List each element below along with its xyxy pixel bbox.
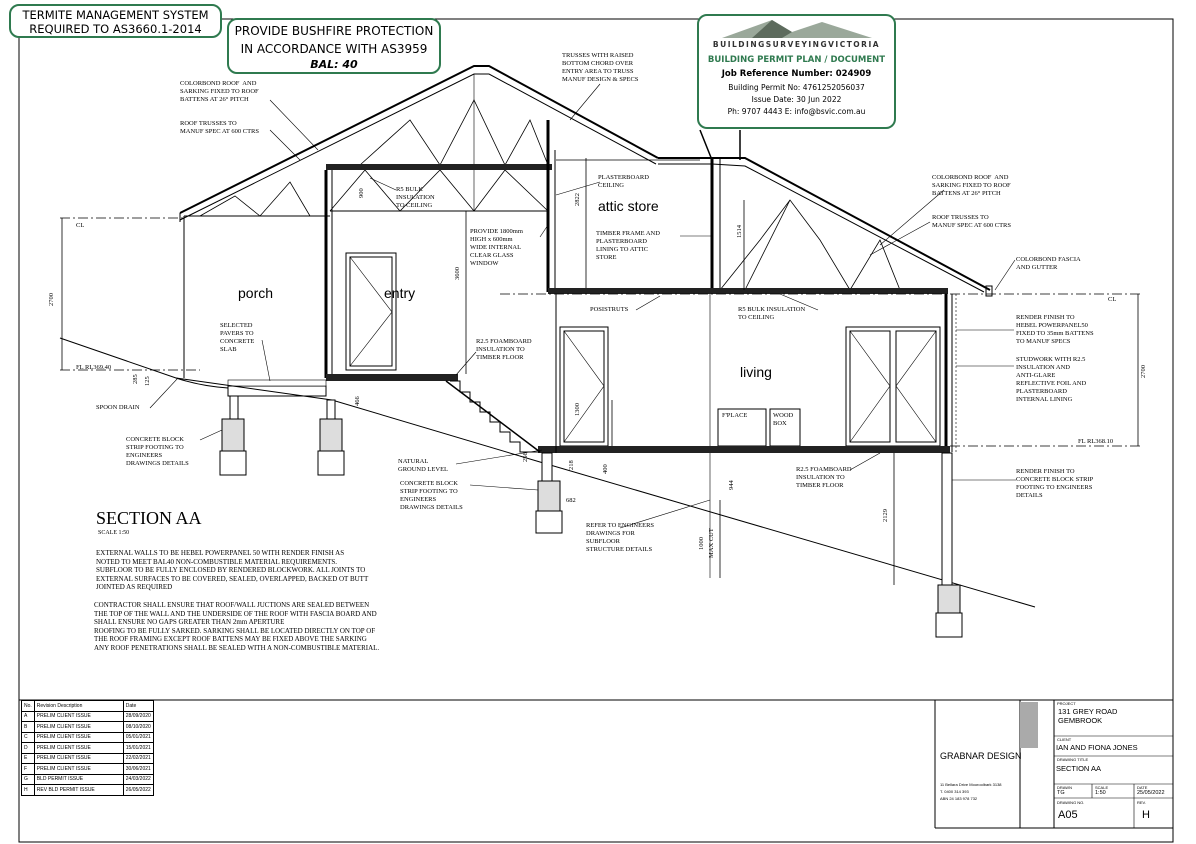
rev-label: REV. [1137,800,1146,805]
dim-900: 900 [358,188,365,198]
dim-2700-left: 2700 [48,293,55,306]
level-fl-left: FL RL369.40 [76,364,112,371]
scale-label: SCALE [1095,785,1109,790]
revision-description: PRELIM CLIENT ISSUE [34,753,123,764]
section-title: SECTION AA [96,508,202,528]
spec-note-line: EXTERNAL SURFACES TO BE COVERED, SEALED, OVERLAPPED, BACKED OT BUTT [96,574,369,583]
revision-row [22,743,154,754]
note-window: PROVIDE 1800mm HIGH x 600mm WIDE INTERNAL CLEAR GLASS WINDOW [470,228,523,267]
dim-3600: 3600 [454,267,461,280]
designer-phone: T. 0400 314 393 [940,789,969,794]
note-foamboard-right: R2.5 FOAMBOARD INSULATION TO TIMBER FLOOR [796,466,852,489]
revision-row [22,785,154,796]
drawing-title: SECTION AA [1056,764,1102,773]
dim-1300: 1300 [574,403,581,416]
dim-2129: 2129 [882,509,889,522]
bushfire-line2: IN ACCORDANCE WITH AS3959 [240,42,428,56]
dim-256: 256 [522,452,529,462]
contractor-note-line: ROOFING TO BE FULLY SARKED. SARKING SHALL BE LOCATED DIRECTLY ON TOP OF [94,626,376,635]
leader-lines [150,84,1016,528]
note-footing-left: CONCRETE BLOCK STRIP FOOTING TO ENGINEERS DRAWINGS DETAILS [126,436,189,467]
revision-no: H [22,785,35,796]
note-trusses-top: TRUSSES WITH RAISED BOTTOM CHORD OVER ENTRY AREA TO TRUSS MANUF DESIGN & SPECS [562,52,639,83]
note-spoon-drain: SPOON DRAIN [96,404,140,411]
permit-contact: Ph: 9707 4443 E: info@bsvic.com.au [727,107,866,116]
revision-table [21,700,154,796]
note-foamboard-left: R2.5 FOAMBOARD INSULATION TO TIMBER FLOOR [476,338,532,361]
revision-row [22,732,154,743]
dim-944: 944 [728,480,735,490]
project-line2: GEMBROOK [1058,716,1103,725]
revision-description: PRELIM CLIENT ISSUE [34,743,123,754]
dim-125: 125 [144,376,151,386]
date-value: 25/05/2022 [1137,790,1165,796]
bushfire-line1: PROVIDE BUSHFIRE PROTECTION [234,24,434,38]
dim-1000: 1000 [698,537,705,550]
contractor-note-line: ANY ROOF PENETRATIONS SHALL BE SEALED WITH A NON-COMBUSTIBLE MATERIAL. [94,643,380,652]
revision-no: B [22,722,35,733]
rev-col-date: Date [123,701,153,712]
revision-description: PRELIM CLIENT ISSUE [34,764,123,775]
revision-date: 26/05/2022 [123,785,153,796]
designer-address: 11 Bellara Drive Mooroolbark 3138 [940,782,1002,787]
note-max-cut: MAX CUT [708,528,715,558]
permit-title: BUILDING PERMIT PLAN / DOCUMENT [707,55,886,65]
designer-name: GRABNAR DESIGN [940,751,1022,761]
scale-value: 1:50 [1095,790,1106,796]
spec-notes [96,549,368,592]
dim-466: 466 [354,396,361,406]
termite-line1: TERMITE MANAGEMENT SYSTEM [22,8,209,22]
note-studwork: STUDWORK WITH R2.5 INSULATION AND ANTI-GLARE REFLECTIVE FOIL AND PLASTERBOARD INTERNAL LINING [1016,356,1087,403]
level-fl-right: FL RL368.10 [1078,438,1114,445]
note-plasterboard-ceiling: PLASTERBOARD CEILING [598,174,649,189]
floors [326,374,950,453]
contractor-note-line: THE TOP OF THE WALL AND THE UNDERSIDE OF THE ROOF WITH FASCIA BOARD AND [94,609,377,618]
note-r5-bulk-right: R5 BULK INSULATION TO CEILING [738,306,806,321]
entry-door [346,253,396,370]
revision-no: D [22,743,35,754]
client-label: CLIENT [1057,737,1072,742]
revision-date: 22/02/2021 [123,753,153,764]
note-roof-left: COLORBOND ROOF AND SARKING FIXED TO ROOF BATTENS AT 26° PITCH [180,80,259,103]
dim-2822: 2822 [574,193,581,206]
note-r5-bulk-left: R5 BULK INSULATION TO CEILING [396,186,435,209]
revision-description: PRELIM CLIENT ISSUE [34,722,123,733]
drawn-value: TG [1057,790,1065,796]
revision-description: REV BLD PERMIT ISSUE [34,785,123,796]
section-scale: SCALE 1:50 [98,530,130,536]
note-woodbox: WOOD BOX [773,412,794,427]
revision-date: 24/03/2022 [123,774,153,785]
revision-row [22,764,154,775]
termite-stamp [9,4,222,38]
revision-description: BLD PERMIT ISSUE [34,774,123,785]
drawing-no-label: DRAWING NO. [1057,800,1085,805]
permit-stamp [697,14,896,129]
note-pavers: SELECTED PAVERS TO CONCRETE SLAB [220,322,255,353]
revision-row [22,774,154,785]
permit-issue-date: Issue Date: 30 Jun 2022 [751,95,842,104]
revision-no: E [22,753,35,764]
room-porch: porch [238,285,274,301]
room-attic: attic store [598,198,659,214]
spec-note-line: JOINTED AS REQUIRED [96,583,173,591]
revision-no: G [22,774,35,785]
note-timber-frame: TIMBER FRAME AND PLASTERBOARD LINING TO ATTIC STORE [596,230,660,261]
revision-description: PRELIM CLIENT ISSUE [34,732,123,743]
permit-number: Building Permit No: 4761252056037 [728,83,865,92]
bushfire-bal: BAL: 40 [310,58,358,71]
permit-job-ref: Job Reference Number: 024909 [721,69,872,79]
room-living: living [740,364,772,380]
revision-description: PRELIM CLIENT ISSUE [34,711,123,722]
dim-2700-right: 2700 [1140,365,1147,378]
rev-value: H [1142,809,1150,821]
note-ngl: NATURAL GROUND LEVEL [398,458,449,473]
note-posistruts: POSISTRUTS [590,306,629,313]
revision-no: A [22,711,35,722]
revision-row [22,753,154,764]
spec-note-line: SUBFLOOR TO BE FULLY ENCLOSED BY RENDERED BLOCKWORK. ALL JOINTS TO [96,566,366,574]
living-window [846,327,940,446]
drawing-title-label: DRAWING TITLE [1057,757,1089,762]
revision-date: 05/01/2021 [123,732,153,743]
revision-row [22,711,154,722]
revision-date: 28/09/2020 [123,711,153,722]
drawn-label: DRAWN [1057,785,1072,790]
drawing-no: A05 [1058,809,1078,821]
revision-date: 30/06/2021 [123,764,153,775]
revision-no: C [22,732,35,743]
spec-note-line: NOTED TO MEET BAL40 NON-COMBUSTIBLE MATERIAL REQUIREMENTS. [96,557,338,566]
note-trusses-left: ROOF TRUSSES TO MANUF SPEC AT 600 CTRS [180,120,259,135]
rev-col-no: No. [22,701,35,712]
designer-abn: ABN 24 183 978 732 [940,796,978,801]
revision-date: 08/10/2020 [123,722,153,733]
contractor-notes [94,601,379,653]
date-label: DATE [1137,785,1148,790]
bushfire-stamp [227,18,441,74]
note-fascia: COLORBOND FASCIA AND GUTTER [1016,256,1081,271]
note-render-top: RENDER FINISH TO HEBEL POWERPANEL50 FIXED TO 35mm BATTENS TO MANUF SPECS [1016,314,1094,345]
note-fplace: F'PLACE [722,412,748,419]
walls [184,170,956,452]
room-entry: entry [384,285,416,301]
rev-col-desc: Revision Description [34,701,123,712]
note-roof-right: COLORBOND ROOF AND SARKING FIXED TO ROOF BATTENS AT 26° PITCH [932,174,1011,197]
contractor-note-line: CONTRACTOR SHALL ENSURE THAT ROOF/WALL JUCTIONS ARE SEALED BETWEEN [94,601,370,609]
note-render-bottom: RENDER FINISH TO CONCRETE BLOCK STRIP FOOTING TO ENGINEERS DETAILS [1016,468,1094,499]
living-door [560,327,608,446]
contractor-note-line: SHALL ENSURE NO GAPS GREATER THAN 2mm APERTURE [94,618,285,627]
revision-date: 15/01/2021 [123,743,153,754]
project-line1: 131 GREY ROAD [1058,707,1118,716]
dim-285: 285 [132,374,139,384]
termite-line2: REQUIRED TO AS3660.1-2014 [29,22,202,36]
bsv-logo-icon [712,18,882,40]
revision-row [22,722,154,733]
revision-no: F [22,764,35,775]
permit-brand: BUILDINGSURVEYINGVICTORIA [712,40,881,49]
dim-400: 400 [602,464,609,474]
contractor-note-line: THE ROOF FRAMING EXCEPT ROOF BATTENS MAY BE FIXED ABOVE THE SARKING [94,635,367,644]
level-cl-right: CL [1108,296,1117,303]
note-footing-mid: CONCRETE BLOCK STRIP FOOTING TO ENGINEERS DRAWINGS DETAILS [400,480,463,511]
spec-note-line: EXTERNAL WALLS TO BE HEBEL POWERPANEL 50 WITH RENDER FINISH AS [96,549,345,557]
roof-right [658,130,992,296]
note-subfloor: REFER TO ENGINEERS DRAWINGS FOR SUBFLOOR STRUCTURE DETAILS [586,522,655,553]
note-trusses-right: ROOF TRUSSES TO MANUF SPEC AT 600 CTRS [932,214,1011,229]
client-name: IAN AND FIONA JONES [1056,743,1138,752]
project-label: PROJECT [1057,701,1076,706]
dim-1514: 1514 [736,225,743,238]
dim-682: 682 [566,497,576,504]
level-cl-left: CL [76,222,85,229]
dim-218: 218 [568,460,575,470]
